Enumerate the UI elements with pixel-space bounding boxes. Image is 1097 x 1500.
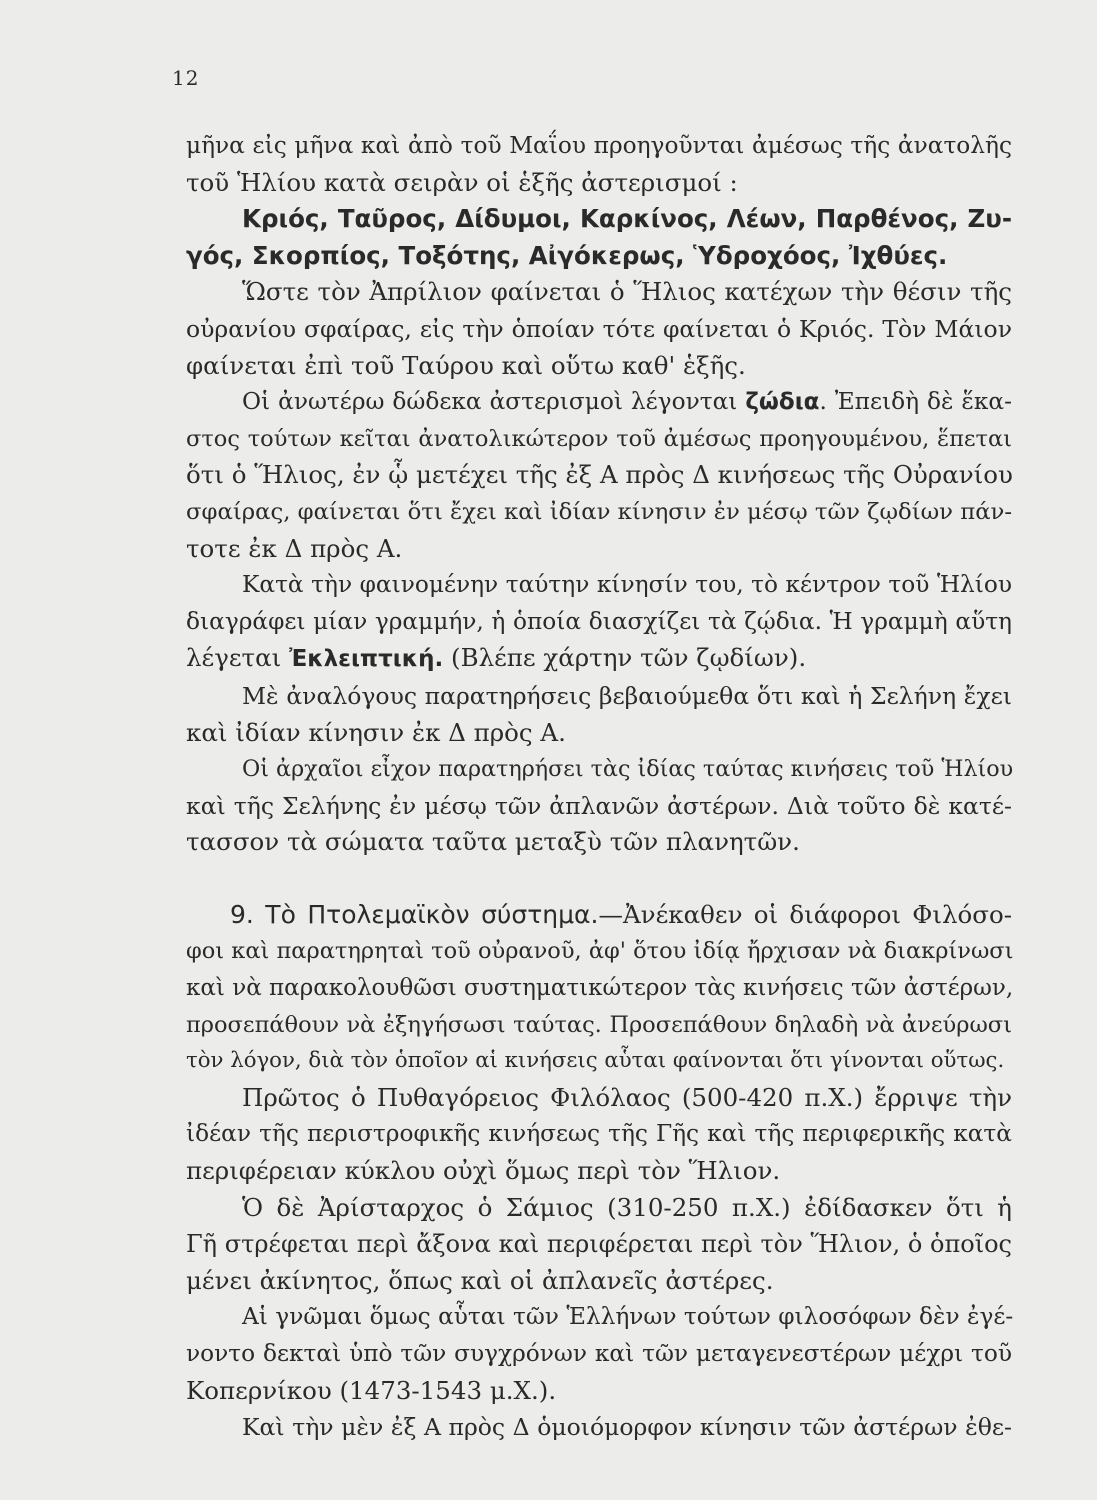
text-segment: —Ἀνέκαθεν οἱ διάφοροι Φιλόσο- — [598, 899, 1013, 929]
text-line: στος τούτων κεῖται ἀνατολικώτερον τοῦ ἀμέσως προηγουμένου, ἕπεται — [186, 425, 1012, 452]
text-line: Καὶ τὴν μὲν ἐξ Α πρὸς Δ ὁμοιόμορφον κίνησιν τῶν ἀστέρων ἐθε- — [242, 1413, 1012, 1442]
text-line: προσεπάθουν νὰ ἐξηγήσωσι ταύτας. Προσεπάθουν δηλαδὴ νὰ ἀνεύρωσι — [186, 1011, 1012, 1038]
zodiac-list-line: γός, Σκορπίος, Τοξότης, Αἰγόκερως, Ὑδροχόος, Ἰχθύες. — [186, 240, 948, 270]
page-number: 12 — [172, 66, 200, 90]
text-line — [186, 384, 1012, 421]
text-segment: (Βλέπε χάρτην τῶν ζῳδίων). — [451, 643, 807, 673]
zodiac-list-line: Κριός, Ταῦρος, Δίδυμοι, Καρκίνος, Λέων, Παρθένος, Ζυ- — [242, 204, 1012, 234]
text-line: διαγράφει μίαν γραμμήν, ἡ ὁποία διασχίζει τὰ ζῴδια. Ἡ γραμμὴ αὕτη — [186, 607, 1012, 635]
text-line: Οἱ ἀρχαῖοι εἶχον παρατηρήσει τὰς ἰδίας ταύτας κινήσεις τοῦ Ἡλίου — [242, 756, 1014, 783]
text-line: τὸν λόγον, διὰ τὸν ὁποῖον αἱ κινήσεις αὗται φαίνονται ὅτι γίνονται οὕτως. — [186, 1048, 1005, 1074]
term-zodia: ζώδια — [745, 389, 820, 416]
text-line: σφαίρας, φαίνεται ὅτι ἔχει καὶ ἰδίαν κίνησιν ἐν μέσῳ τῶν ζῳδίων πάν- — [186, 498, 1013, 525]
text-line: ὅτι ὁ Ἥλιος, ἐν ᾧ μετέχει τῆς ἐξ Α πρὸς Δ κινήσεως τῆς Οὐρανίου — [186, 460, 1013, 490]
text-line: οὐρανίου σφαίρας, εἰς τὴν ὁποίαν τότε φαίνεται ὁ Κριός. Τὸν Μάιον — [186, 314, 1012, 343]
text-line: μένει ἀκίνητος, ὅπως καὶ οἱ ἀπλανεῖς ἀστέρες. — [186, 1265, 774, 1295]
body-text — [186, 128, 1012, 1446]
text-line: τασσον τὰ σώματα ταῦτα μεταξὺ τῶν πλανητῶν. — [186, 827, 800, 857]
text-line: Πρῶτος ὁ Πυθαγόρειος Φιλόλαος (500-420 π.Χ.) ἔρριψε τὴν — [242, 1082, 1012, 1112]
text-line — [186, 640, 1012, 678]
text-line: Ὁ δὲ Ἀρίσταρχος ὁ Σάμιος (310-250 π.Χ.) ἐδίδασκεν ὅτι ἡ — [242, 1192, 1012, 1222]
text-segment: Οἱ ἀνωτέρω δώδεκα ἀστερισμοὶ λέγονται — [242, 388, 738, 416]
text-line: Ὥστε τὸν Ἀπρίλιον φαίνεται ὁ Ἥλιος κατέχων τὴν θέσιν τῆς — [242, 277, 1012, 307]
text-line: ἰδέαν τῆς περιστροφικῆς κινήσεως τῆς Γῆς καὶ τῆς περιφερικῆς κατὰ — [186, 1120, 1012, 1148]
text-line: φαίνεται ἐπὶ τοῦ Ταύρου καὶ οὕτω καθ' ἑξῆς. — [186, 350, 746, 380]
text-segment: . Ἐπειδὴ δὲ ἕκα- — [819, 388, 1012, 416]
text-line: νοντο δεκταὶ ὑπὸ τῶν συγχρόνων καὶ τῶν μεταγενεστέρων μέχρι τοῦ — [186, 1340, 1012, 1367]
text-line: Αἱ γνῶμαι ὅμως αὗται τῶν Ἑλλήνων τούτων φιλοσόφων δὲν ἐγέ- — [242, 1303, 1014, 1331]
text-line: καὶ τῆς Σελήνης ἐν μέσῳ τῶν ἀπλανῶν ἀστέρων. Διὰ τοῦτο δὲ κατέ- — [186, 791, 1012, 820]
text-line: τοτε ἐκ Δ πρὸς Α. — [186, 533, 403, 563]
text-line: τοῦ Ἡλίου κατὰ σειρὰν οἱ ἑξῆς ἀστερισμοί : — [186, 167, 738, 197]
text-line: Μὲ ἀναλόγους παρατηρήσεις βεβαιούμεθα ὅτι καὶ ἡ Σελήνη ἔχει — [242, 681, 1012, 710]
text-line: Κοπερνίκου (1473-1543 μ.Χ.). — [186, 1375, 557, 1405]
text-segment: λέγεται — [186, 643, 282, 673]
section-gap — [186, 861, 1012, 897]
text-line: μῆνα εἰς μῆνα καὶ ἀπὸ τοῦ Μαΐου προηγοῦνται ἀμέσως τῆς ἀνατολῆς — [186, 132, 1012, 159]
text-line: Κατὰ τὴν φαινομένην ταύτην κίνησίν του, τὸ κέντρον τοῦ Ἡλίου — [242, 571, 1012, 599]
text-line: καὶ νὰ παρακολουθῶσι συστηματικώτερον τὰς κινήσεις τῶν ἀστέρων, — [186, 975, 1014, 1002]
section-title: 9. Τὸ Πτολεμαϊκὸν σύστημα. — [230, 899, 599, 929]
term-ekleiptiki: Ἐκλειπτική. — [289, 646, 444, 673]
section-heading-line — [186, 897, 1012, 934]
text-line: καὶ ἰδίαν κίνησιν ἐκ Δ πρὸς Α. — [186, 717, 566, 747]
text-line: Γῆ στρέφεται περὶ ἄξονα καὶ περιφέρεται περὶ τὸν Ἥλιον, ὁ ὁποῖος — [186, 1230, 1012, 1259]
text-line: περιφέρειαν κύκλου οὐχὶ ὅμως περὶ τὸν Ἥλιον. — [186, 1156, 781, 1186]
text-line: φοι καὶ παρατηρηταὶ τοῦ οὐρανοῦ, ἀφ' ὅτου ἰδίᾳ ἤρχισαν νὰ διακρίνωσι — [186, 938, 1014, 965]
